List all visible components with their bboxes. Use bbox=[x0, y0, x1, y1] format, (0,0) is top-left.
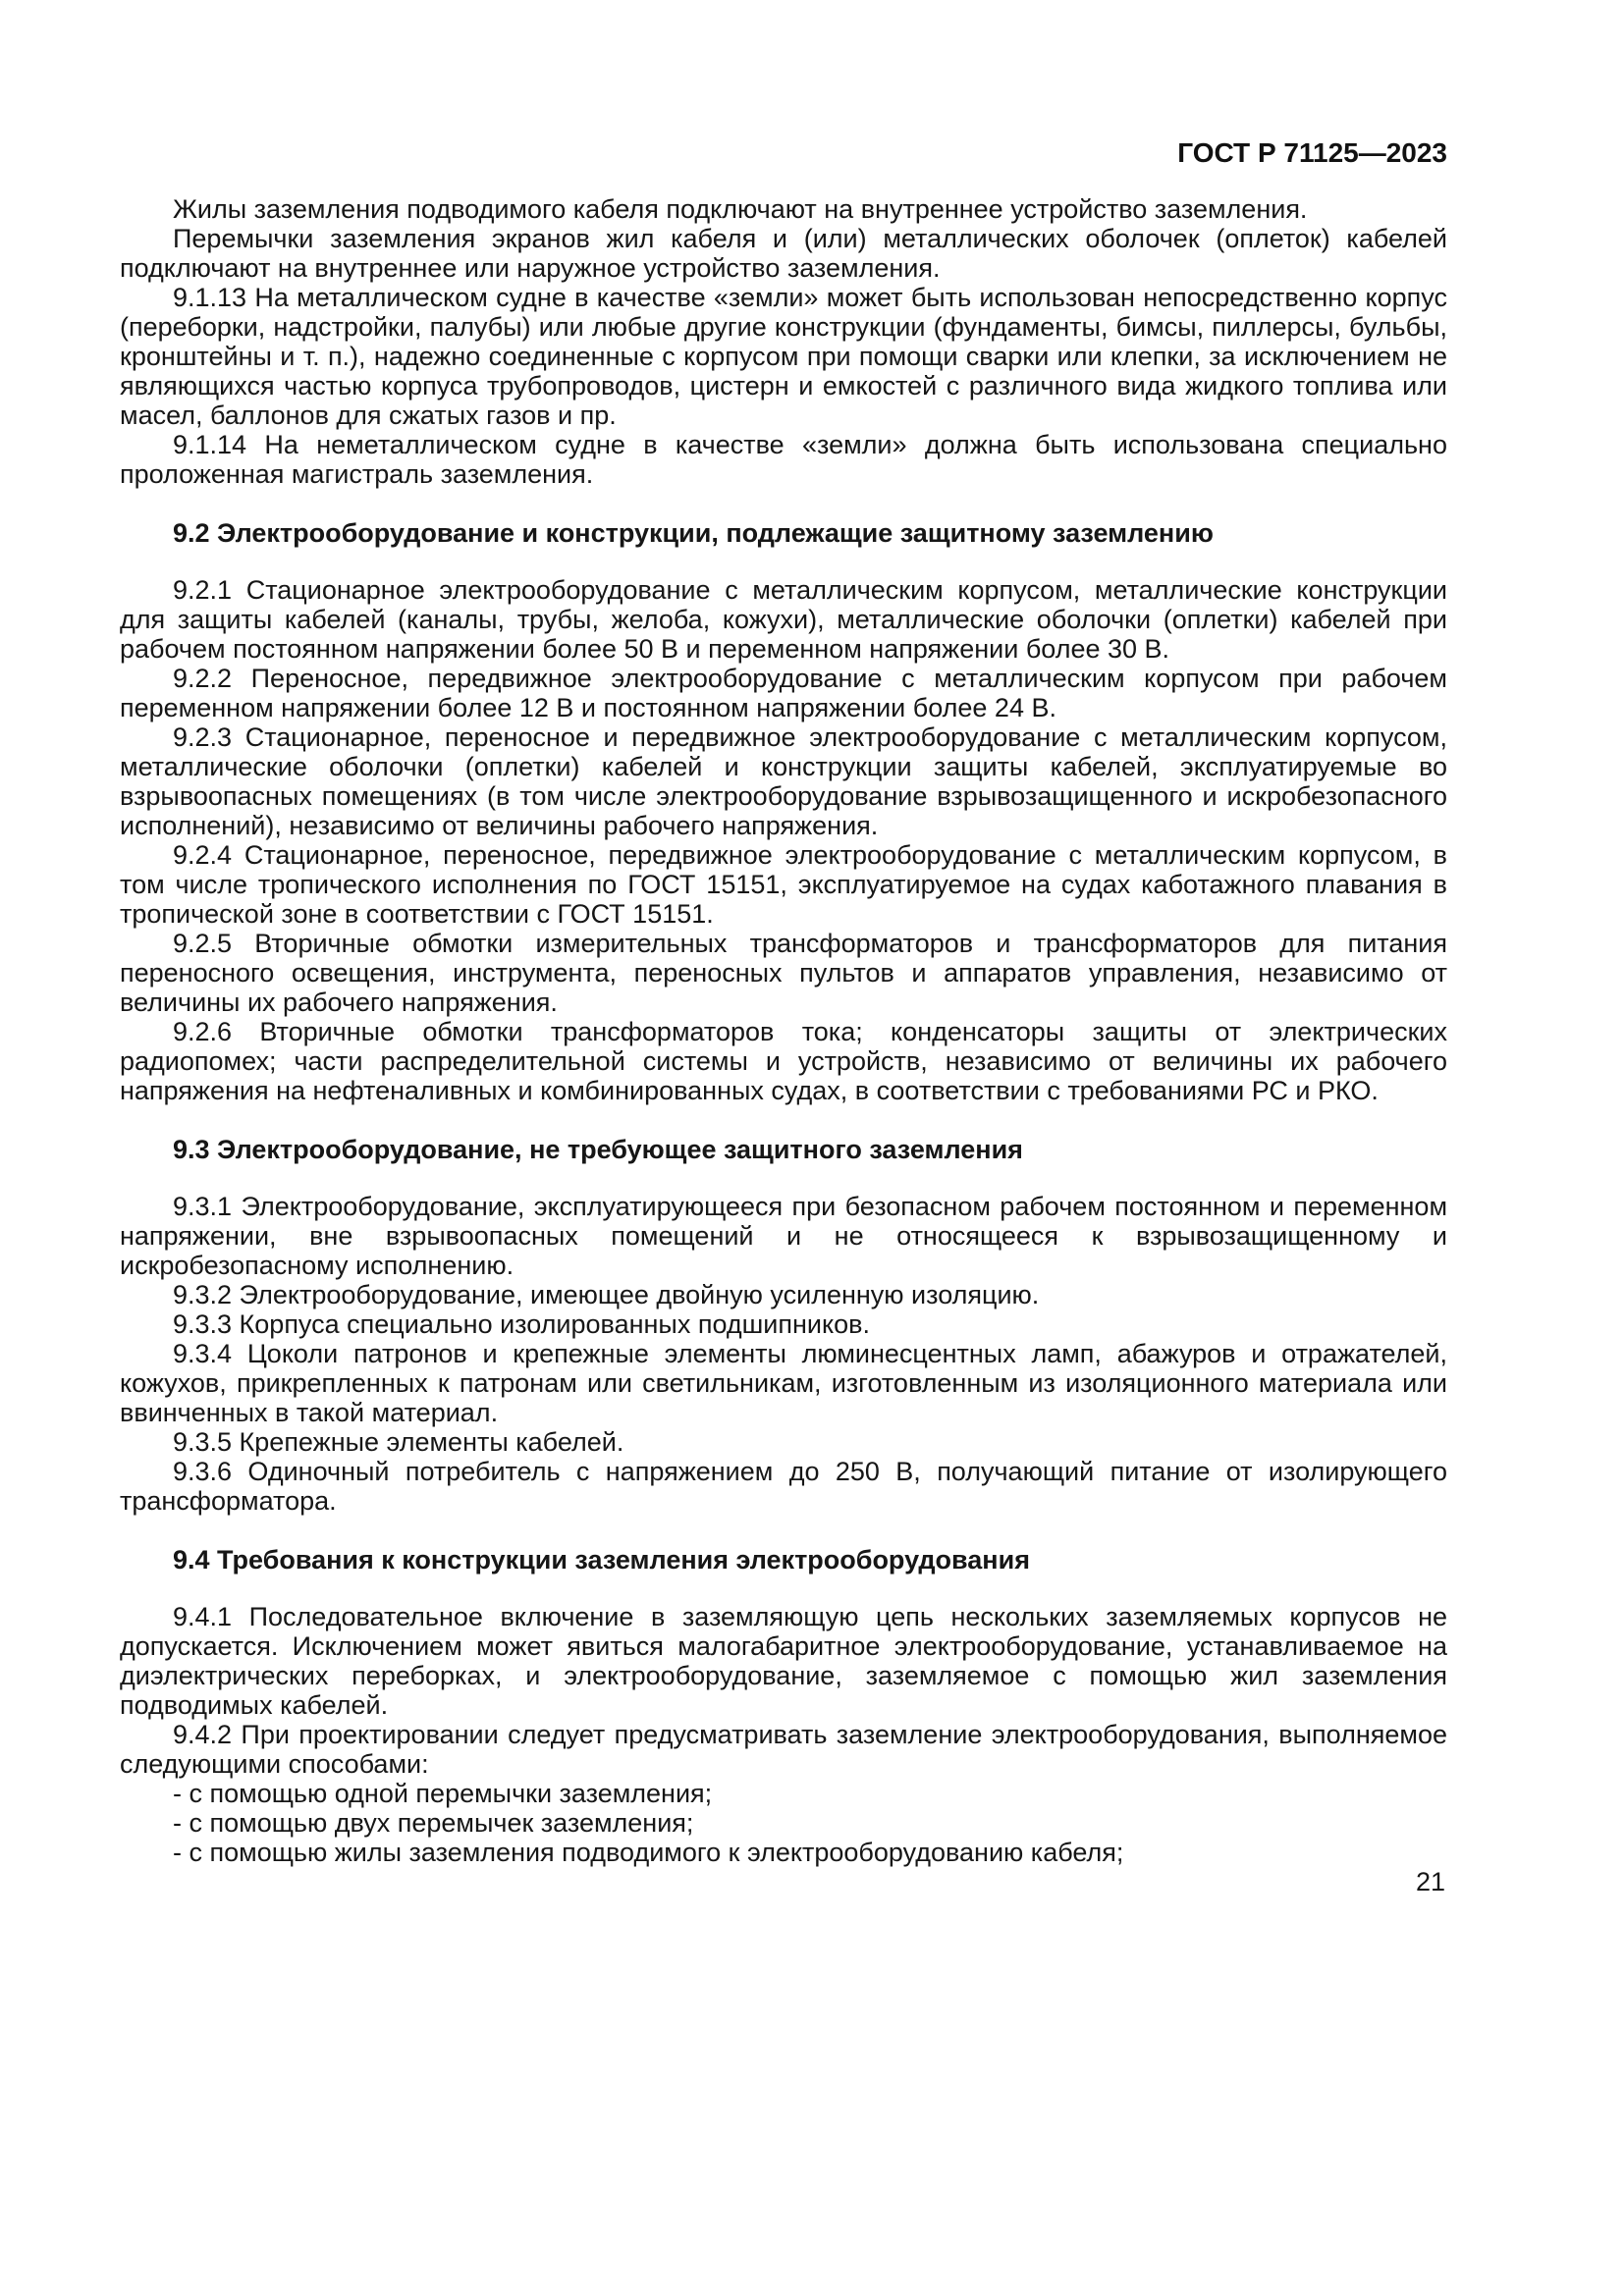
list-item: - с помощью жилы заземления подводимого к электрооборудованию кабеля; bbox=[173, 1838, 1124, 1867]
paragraph: 9.2.5 Вторичные обмотки измерительных трансформаторов и трансформаторов для питания переносного освещения, инструмента, переносных пультов и аппаратов управления, независимо от величины их рабочего напряжения. bbox=[120, 929, 1447, 1017]
page-number: 21 bbox=[1415, 1867, 1445, 1896]
doc-number-header: ГОСТ Р 71125—2023 bbox=[1177, 137, 1447, 168]
paragraph: 9.4.2 При проектировании следует предусматривать заземление электрооборудования, выполняемое следующими способами: bbox=[120, 1720, 1447, 1779]
paragraph: 9.2.4 Стационарное, переносное, передвижное электрооборудование с металлическим корпусом, в том числе тропического исполнения по ГОСТ 15151, эксплуатируемое на судах каботажного плавания в тропической зоне в соответствии с ГОСТ 15151. bbox=[120, 840, 1447, 929]
paragraph: 9.3.6 Одиночный потребитель с напряжением до 250 В, получающий питание от изолирующего трансформатора. bbox=[120, 1457, 1447, 1516]
paragraph: 9.3.2 Электрооборудование, имеющее двойную усиленную изоляцию. bbox=[173, 1280, 1040, 1309]
section-heading: 9.2 Электрооборудование и конструкции, подлежащие защитному заземлению bbox=[173, 518, 1214, 548]
section-heading: 9.4 Требования к конструкции заземления электрооборудования bbox=[173, 1545, 1030, 1575]
document-body bbox=[120, 194, 1447, 1867]
paragraph: 9.1.14 На неметаллическом судне в качестве «земли» должна быть использована специально проложенная магистраль заземления. bbox=[120, 430, 1447, 489]
paragraph: 9.2.3 Стационарное, переносное и передвижное электрооборудование с металлическим корпусом, металлические оболочки (оплетки) кабелей и конструкции защиты кабелей, эксплуатируемые во взрывоопасных помещениях (в том числе электрооборудование взрывозащищенного и искробезопасного исполнений), независимо от величины рабочего напряжения. bbox=[120, 722, 1447, 840]
paragraph: 9.3.5 Крепежные элементы кабелей. bbox=[173, 1427, 624, 1457]
paragraph: 9.3.4 Цоколи патронов и крепежные элементы люминесцентных ламп, абажуров и отражателей, кожухов, прикрепленных к патронам или светильникам, изготовленным из изоляционного материала или ввинченных в такой материал. bbox=[120, 1339, 1447, 1427]
list-item: - с помощью одной перемычки заземления; bbox=[173, 1779, 713, 1808]
paragraph: 9.1.13 На металлическом судне в качестве «земли» может быть использован непосредственно корпус (переборки, надстройки, палубы) или любые другие конструкции (фундаменты, бимсы, пиллерсы, бульбы, кронштейны и т. п.), надежно соединенные с корпусом при помощи сварки или клепки, за исключением не являющихся частью корпуса трубопроводов, цистерн и емкостей с различного вида жидкого топлива или масел, баллонов для сжатых газов и пр. bbox=[120, 283, 1447, 430]
list-item: - с помощью двух перемычек заземления; bbox=[173, 1808, 694, 1838]
section-heading: 9.3 Электрооборудование, не требующее защитного заземления bbox=[173, 1135, 1023, 1164]
paragraph: 9.2.1 Стационарное электрооборудование с металлическим корпусом, металлические конструкции для защиты кабелей (каналы, трубы, желоба, кожухи), металлические оболочки (оплетки) кабелей при рабочем постоянном напряжении более 50 В и переменном напряжении более 30 В. bbox=[120, 575, 1447, 664]
paragraph: 9.4.1 Последовательное включение в заземляющую цепь нескольких заземляемых корпусов не допускается. Исключением может явиться малогабаритное электрооборудование, устанавливаемое на диэлектрических переборках, и электрооборудование, заземляемое с помощью жил заземления подводимых кабелей. bbox=[120, 1602, 1447, 1720]
paragraph: 9.2.6 Вторичные обмотки трансформаторов тока; конденсаторы защиты от электрических радиопомех; части распределительной системы и устройств, независимо от величины их рабочего напряжения на нефтеналивных и комбинированных судах, в соответствии с требованиями РС и РКО. bbox=[120, 1017, 1447, 1105]
paragraph: 9.3.3 Корпуса специально изолированных подшипников. bbox=[173, 1309, 870, 1339]
paragraph: 9.3.1 Электрооборудование, эксплуатирующееся при безопасном рабочем постоянном и переменном напряжении, вне взрывоопасных помещений и не относящееся к взрывозащищенному и искробезопасному исполнению. bbox=[120, 1192, 1447, 1280]
paragraph: Перемычки заземления экранов жил кабеля и (или) металлических оболочек (оплеток) кабелей подключают на внутреннее или наружное устройство заземления. bbox=[120, 224, 1447, 283]
paragraph: Жилы заземления подводимого кабеля подключают на внутреннее устройство заземления. bbox=[173, 194, 1308, 224]
paragraph: 9.2.2 Переносное, передвижное электрооборудование с металлическим корпусом при рабочем переменном напряжении более 12 В и постоянном напряжении более 24 В. bbox=[120, 664, 1447, 722]
